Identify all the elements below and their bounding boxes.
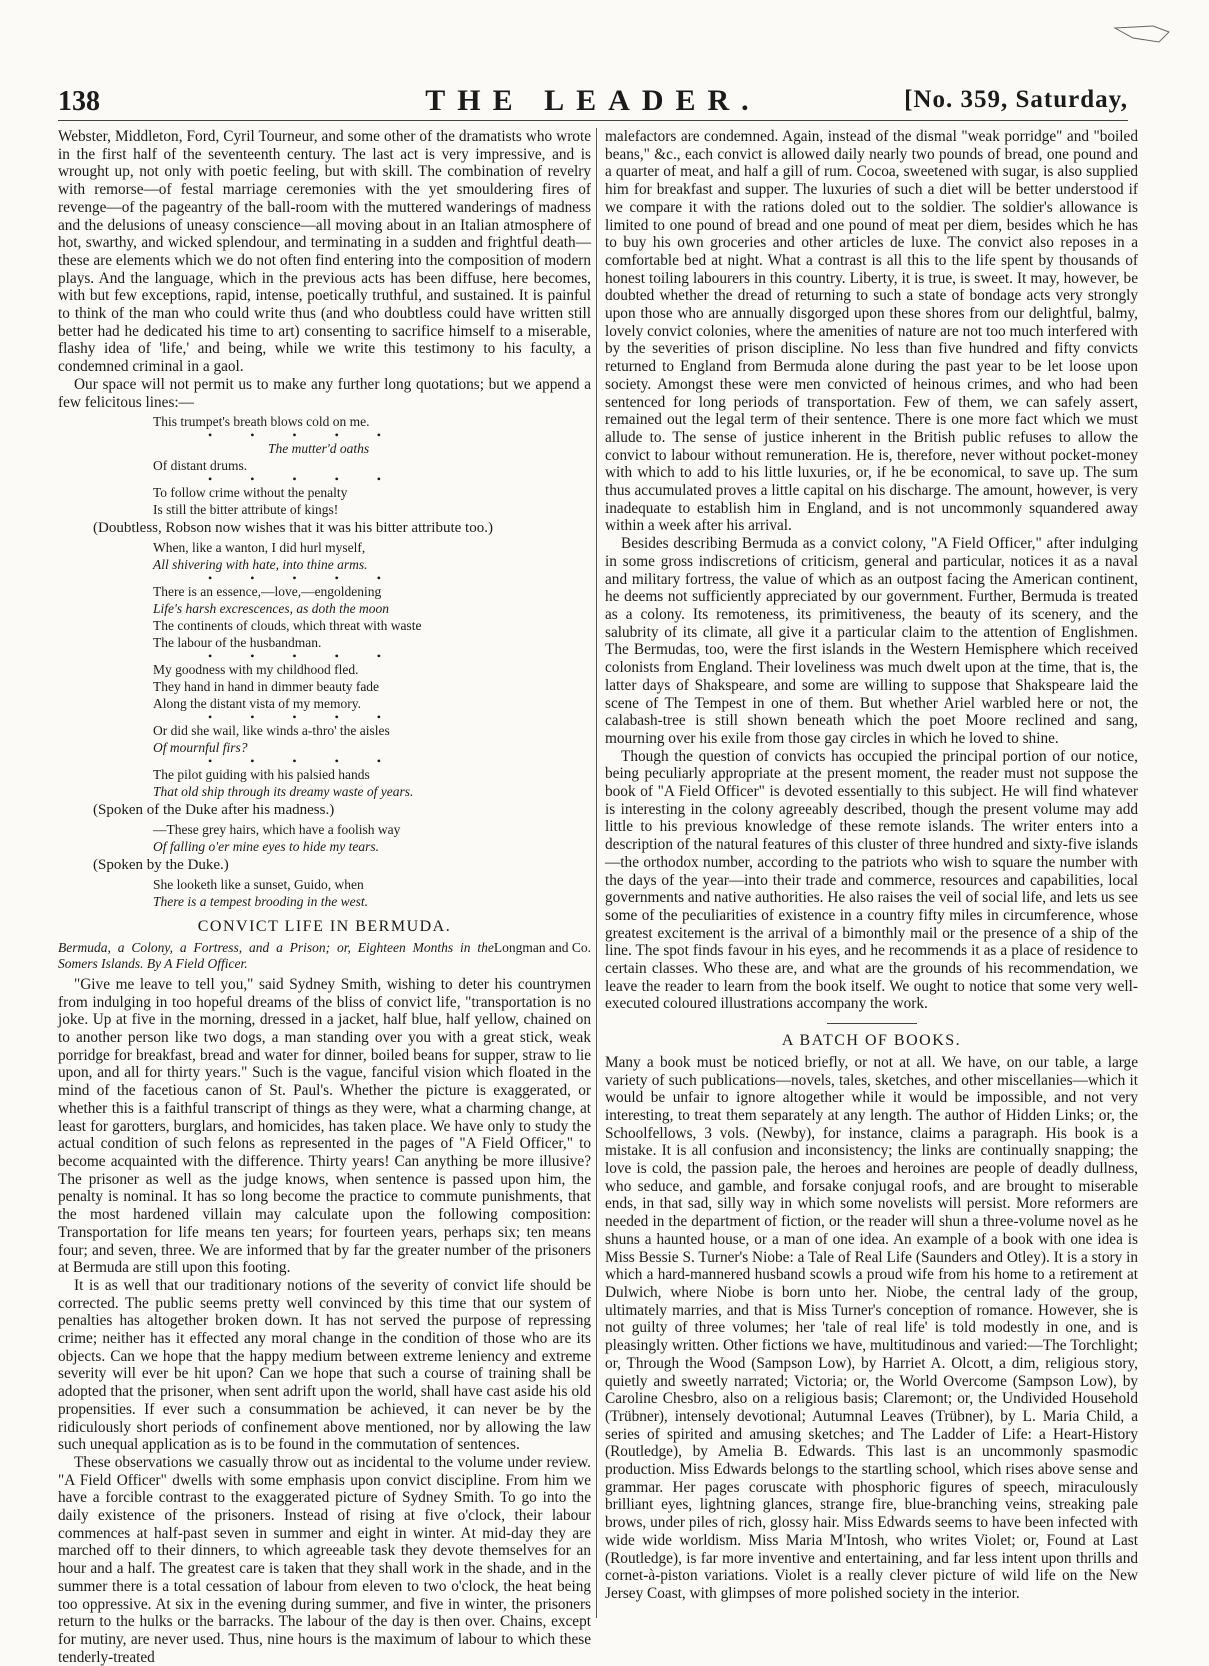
- ellipsis-dots: •••••: [208, 754, 420, 769]
- quote-line: Is still the bitter attribute of kings!: [153, 502, 339, 518]
- quote-line: She looketh like a sunset, Guido, when: [153, 877, 364, 893]
- masthead: THE LEADER.: [425, 84, 761, 117]
- quote-line: Of mournful firs?: [153, 740, 248, 756]
- paragraph: "Give me leave to tell you," said Sydney Smith, wishing to deter his countrymen from indulging in too hopeful dreams of the bliss of convict life, "transportation is no joke. Up at five in the morning, dressed in a jacket, half blue, half yellow, chained on to another person like two dogs, a man standing over you with a great stick, weak porridge for breakfast, bread and water for dinner, boiled beans for supper, straw to lie upon, and all for thirty years." Such is the vague, fanciful vision which floated in the mind of the facetious canon of St. Paul's. Whether the picture is exaggerated, or whether this is a faithful transcript of things as they were, what a charming change, at least for garotters, burglars, and homicides, has taken place. We have only to study the actual condition of such felons as represented in the pages of "A Field Officer," to become acquainted with the difference. Thirty years! Can anything be more illusive? The prisoner as well as the judge knows, when sentence is passed upon him, the penalty is nominal. It has so long become the practice to commute punishments, that the most hardened villain may calculate upon the following composition: Transportation for life means ten years; for fourteen years, perhaps six; ten means four; and seven, three. We are informed that by far the greater number of the prisoners at Bermuda are still upon this footing.: [58, 975, 591, 1277]
- editorial-aside: (Spoken by the Duke.): [93, 857, 229, 874]
- paragraph: Webster, Middleton, Ford, Cyril Tourneur, and some other of the dramatists who wrote in the first half of the seventeenth century. The last act is very impressive, and is wrought up, not only with poetic feeling, but with skill. The combination of revelry with remorse—of festal marriage ceremonies with the yet smouldering fires of revenge—of the pageantry of the ball-room with the muttered wanderings of madness and the delusions of uneasy conscience—all moving about in an Italian atmosphere of hot, swarthy, and wicked splendour, and terminating in a sudden and frightful death—these are elements which we do not often find entering into the composition of modern plays. And the language, which in the previous acts has been diffuse, here becomes, with but few exceptions, rapid, intense, poetically truthful, and sustained. It is painful to think of the man who could write thus (and who doubtless could have written still better had he dedicated his time to art) consenting to sacrifice himself to a miserable, flashy idea of 'life,' and being, while we write this testimony to his faculty, a condemned criminal in a gaol.: [58, 128, 591, 376]
- book-citation: [58, 940, 591, 972]
- quote-line: Life's harsh excrescences, as doth the moon: [153, 601, 389, 617]
- paragraph: Our space will not permit us to make any further long quotations; but we append a few felicitous lines:—: [58, 375, 591, 411]
- paragraph: malefactors are condemned. Again, instead of the dismal "weak porridge" and "boiled beans," &c., each convict is allowed daily nearly two pounds of bread, one pound and a quarter of meat, and half a gill of rum. Cocoa, sweetened with sugar, is also supplied him for breakfast and supper. The luxuries of such a diet will be better understood if we compare it with the rations doled out to the soldier. The soldier's allowance is limited to one pound of bread and one pound of meat per diem, besides which he has to buy his own groceries and other articles de luxe. The convict also reposes in a comfortable bed at night. What a contrast is all this to the life spent by thousands of honest toiling labourers in this country. Liberty, it is true, is sweet. It may, however, be doubted whether the dread of returning to such a state of bondage acts very strongly upon those who are annually disgorged upon these shores from our delightful, balmy, lovely convict colonies, where the amenities of nature are not too much interfered with by the severities of prison discipline. No less than five hundred and fifty convicts returned to England from Bermuda alone during the past year to be let loose upon society. Amongst these were men convicted of heinous crimes, and who had been sentenced for long periods of transportation. Few of them, we can safely assert, remained out the legal term of their sentence. There is one more fact which we must allude to. The sense of justice inherent in the British public refuses to allow the convict to labour without remuneration. He is, therefore, never without pocket-money with which to add to his little luxuries, or, if he be economical, to save up. The sum thus accumulated proves a little capital on his discharge. The amount, however, is very inadequate to establish him in England, and is not uncommonly squandered away within a week after his arrival.: [605, 128, 1138, 535]
- quote-line: Of distant drums.: [153, 458, 248, 474]
- section-title: A BATCH OF BOOKS.: [781, 1032, 962, 1050]
- left-column: [58, 128, 591, 1666]
- paragraph: These observations we casually throw out as incidental to the volume under review. "A Field Officer" dwells with some emphasis upon convict discipline. From him we have a forcible contrast to the exaggerated picture of Sydney Smith. To go into the daily existence of the prisoners. Instead of rising at five o'clock, their labour commences at half-past seven in summer and eight in winter. At mid-day they are marched off to their dinners, to which agreeable task they devote themselves for an hour and a half. The greatest care is taken that they shall work in the shade, and in the summer there is a total cessation of labour from eleven to two o'clock, the heat being too oppressive. At six in the evening during summer, and five in winter, the prisoners return to the hulks or the barracks. The labour of the day is then over. Chains, except for mutiny, are never used. Thus, nine hours is the maximum of labour to which these tenderly-treated: [58, 1453, 591, 1666]
- editorial-aside: (Spoken of the Duke after his madness.): [93, 802, 335, 819]
- paragraph: Besides describing Bermuda as a convict colony, "A Field Officer," after indulging in some gross indiscretions of criticism, general and particular, notices it as a naval and military fortress, the value of which as an outpost facing the American continent, he deems not sufficiently appreciated by our government. Further, Bermuda is treated as a colony. Its remoteness, its primitiveness, the beauty of its scenery, and the salubrity of its climate, all give it a particular claim to the attention of Englishmen. The Bermudas, too, were the first islands in the Western Hemisphere which received colonists from England. Their loveliness was much dwelt upon at the time, that is, the latter days of Shakspeare, and some are willing to suppose that Shakspeare laid the scene of The Tempest in one of them. But whether Ariel warbled here or not, the calabash-tree is still shown beneath which the poet Moore reclined and sang, mourning over his exile from those gay circles in which he loved to shine.: [605, 535, 1138, 747]
- quote-line: This trumpet's breath blows cold on me.: [153, 414, 370, 430]
- quote-line: There is a tempest brooding in the west.: [153, 894, 368, 910]
- folded-corner-mark: [1113, 22, 1173, 52]
- issue-label: [No. 359, Saturday,: [904, 86, 1128, 113]
- citation-title: Bermuda, a Colony, a Fortress, and a Prison; or, Eighteen Months in the Somers Islands. By A Field Officer.: [58, 939, 494, 971]
- quote-line: The labour of the husbandman.: [153, 635, 322, 651]
- paragraph: Though the question of convicts has occupied the principal portion of our notice, being peculiarly appropriate at the present moment, the reader must not suppose the book of "A Field Officer" is devoted essentially to this subject. He will find whatever is interesting in the colony agreeably described, though the present volume may add little to his previous knowledge of these remote islands. The writer enters into a description of the natural features of this cluster of three hundred and sixty-five islands—the orthodox number, according to the patriots who wish to square the number with the days of the year—into their trade and commerce, resources and capabilities, local governments and native authorities. He also raises the veil of social life, and lets us see some of the peculiarities of existence in a country fifty miles in circumference, whose greatest excitement is the arrival of a bimonthly mail or the presence of a ship of the line. The spot finds favour in his eyes, and he recommends it as a place of residence to certain classes. Who these are, and what are the grounds of his recommendation, we leave the reader to learn from the book itself. We ought to notice that some very well-executed coloured illustrations accompany the work.: [605, 747, 1138, 1013]
- quote-line: Along the distant vista of my memory.: [153, 696, 361, 712]
- quote-line: My goodness with my childhood fled.: [153, 662, 359, 678]
- quote-line: That old ship through its dreamy waste of years.: [153, 784, 414, 800]
- editorial-aside: (Doubtless, Robson now wishes that it was his bitter attribute too.): [93, 520, 493, 537]
- right-column: [605, 128, 1138, 1628]
- quote-line: Or did she wail, like winds a-thro' the aisles: [153, 723, 390, 739]
- quote-line: The pilot guiding with his palsied hands: [153, 767, 370, 783]
- quote-line: —These grey hairs, which have a foolish way: [153, 822, 401, 838]
- section-divider: [827, 1023, 917, 1024]
- quote-line: To follow crime without the penalty: [153, 485, 348, 501]
- ellipsis-dots: •••••: [208, 571, 420, 586]
- ellipsis-dots: •••••: [208, 428, 420, 443]
- column-rule: [596, 128, 597, 1618]
- ellipsis-dots: •••••: [208, 472, 420, 487]
- quote-line: Of falling o'er mine eyes to hide my tears.: [153, 839, 379, 855]
- quoted-lines: [58, 413, 591, 910]
- ellipsis-dots: •••••: [208, 649, 420, 664]
- quote-line: They hand in hand in dimmer beauty fade: [153, 679, 380, 695]
- paragraph: It is as well that our traditionary notions of the severity of convict life should be corrected. The public seems pretty well convinced by this time that our system of penalties has altogether broken down. It has not served the purpose of repressing crime; neither has it effected any moral change in the condition of those who are its objects. Can we hope that the happy medium between extreme leniency and extreme severity will ever be hit upon? Can we hope that such a course of training shall be adopted that the prisoner, when sent adrift upon the world, shall have cast aside his old propensities. If ever such a consummation be achieved, it can never be by the ridiculously short periods of confinement above mentioned, nor by allowing the law such unequal application as is to be found in the commutation of sentences.: [58, 1276, 591, 1454]
- quote-line: There is an essence,—love,—engoldening: [153, 584, 382, 600]
- section-title: CONVICT LIFE IN BERMUDA.: [197, 918, 452, 936]
- page-number: 138: [58, 86, 100, 117]
- quote-line: The continents of clouds, which threat with waste: [153, 618, 422, 634]
- publisher: Longman and Co.: [493, 939, 591, 955]
- paragraph: Many a book must be noticed briefly, or not at all. We have, on our table, a large variety of such publications—novels, tales, sketches, and other miscellanies—which it would be unfair to ignore altogether while it would be impossible, and not very interesting, to treat them separately at any length. The author of Hidden Links; or, the Schoolfellows, 3 vols. (Newby), for instance, claims a paragraph. His book is a mistake. It is all confusion and inconsistency; the links are continually snapping; the love is cold, the passion pale, the heroes and heroines are people of deadly dullness, who seduce, and gamble, and forsake conjugal roofs, and are brought to miserable ends, in that sad, silly way in which some novelists will persist. More reformers are needed in the department of fiction, or the reader will shun a three-volume novel as he shuns a haunted house, or a man of one idea. An example of a book with one idea is Miss Bessie S. Turner's Niobe: a Tale of Real Life (Saunders and Otley). It is a story in which a hard-mannered husband scowls a proud wife from his home to a retirement at Dulwich, where Niobe is born unto her. Niobe, the central lady of the group, ultimately marries, and that is Miss Turner's conception of romance. However, she is not guilty of three volumes; her 'tale of real life' is told modestly in one, and is pleasingly written. Other fictions we have, multitudinous and varied:—The Torchlight; or, Through the Wood (Sampson Low), by Harriet A. Olcott, a dim, religious story, quietly and sweetly narrated; Victoria; or, the World Overcome (Sampson Low), by Caroline Chesbro, also on a religious basis; Claremont; or, the Undivided Household (Trübner), intensely devotional; Autumnal Leaves (Trübner), by L. Maria Child, a series of spirited and amusing sketches; and The Ladder of Life: a Heart-History (Routledge), by Amelia B. Edwards. This last is an uncommonly spasmodic production. Miss Edwards belongs to the startling school, which rises above sense and grammar. Her pages coruscate with phosphoric figures of speech, miraculously brilliant eyes, lightning glances, strange fire, blue-branching veins, streaking pale brows, under piles of rich, glossy hair. Miss Edwards seems to have been infected with wide wide worldism. Miss Maria M'Intosh, who writes Violet; or, Found at Last (Routledge), is far more inventive and entertaining, and far less intent upon thrills and cornet-à-piston variations. Violet is a really clever picture of wild life on the New Jersey Coast, with glimpses of more polished society in the interior.: [605, 1053, 1138, 1602]
- ellipsis-dots: •••••: [208, 710, 420, 725]
- quote-line: All shivering with hate, into thine arms.: [153, 557, 368, 573]
- quote-line: When, like a wanton, I did hurl myself,: [153, 540, 366, 556]
- page-header: [58, 80, 1128, 121]
- quote-line: The mutter'd oaths: [268, 441, 370, 457]
